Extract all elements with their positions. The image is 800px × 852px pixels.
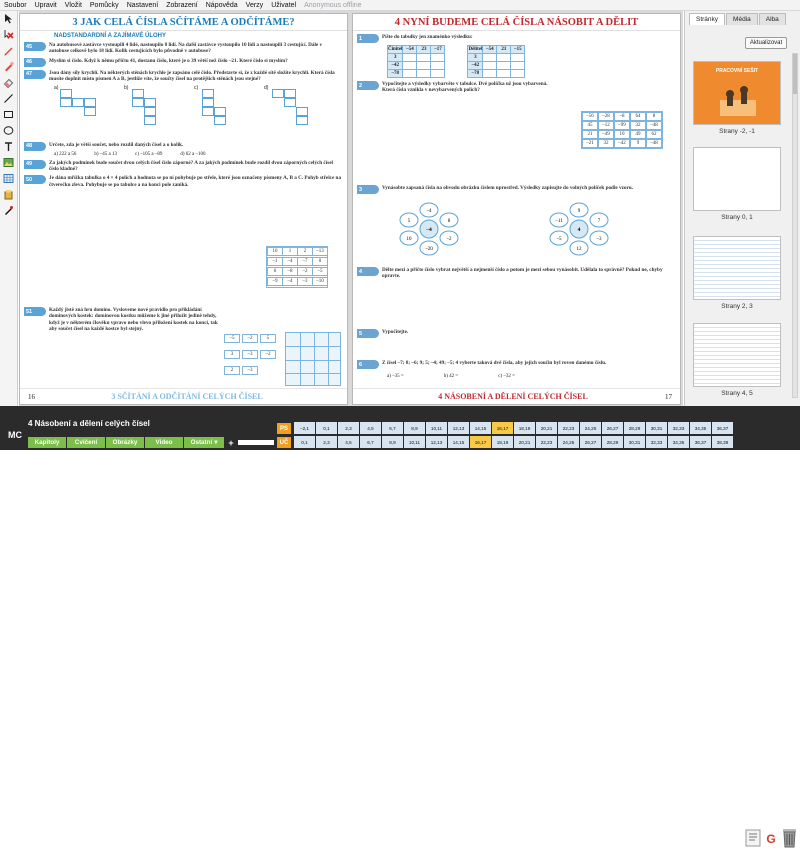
task-text: Z čísel –7; 8; –6; 9; 5; –4; 49; –5; 4 vyberte taková dvě čísla, aby jejich součin byl roven danému číslu. <box>382 360 607 366</box>
task-text: Píšte do tabulky jen znaménko výsledku: <box>382 34 473 40</box>
task-text: Za jakých podmínek bude součet dvou celých čísel číslo záporné? A za jakých podmínek bude rozdíl dvou záporných celých čísel číslo kladné? <box>49 159 333 173</box>
eraser-icon[interactable] <box>2 76 16 89</box>
op-item: a) 222 a 56 <box>54 151 77 157</box>
uc-page-button[interactable]: 16,17 <box>470 436 491 448</box>
grid-cell: 2 <box>297 247 313 256</box>
task-number: 2 <box>357 81 379 90</box>
uc-page-button[interactable]: 32,33 <box>646 436 667 448</box>
grid-cell: –1 <box>267 257 283 266</box>
uc-page-button[interactable]: 6,7 <box>360 436 381 448</box>
uc-page-button[interactable]: 2,3 <box>316 436 337 448</box>
table-cell[interactable] <box>431 62 445 70</box>
page-thumbnail[interactable] <box>693 323 781 387</box>
table-head: –54 <box>483 46 497 54</box>
flower-value: 8 <box>447 219 451 224</box>
grid-cell: 32 <box>630 121 646 130</box>
ps-page-button[interactable]: 2,3 <box>338 422 359 434</box>
grid-cell: –4 <box>282 277 298 286</box>
tab-media[interactable]: Média <box>726 13 758 25</box>
right-page-footer <box>353 388 680 404</box>
uc-page-button[interactable]: 18,19 <box>492 436 513 448</box>
ps-page-button[interactable]: 22,23 <box>558 422 579 434</box>
uc-page-button[interactable]: 38,39 <box>712 436 733 448</box>
sign-table-multiply <box>387 45 445 78</box>
task-1 <box>357 34 676 43</box>
current-chapter-title: 4 Násobení a dělení celých čísel <box>28 419 150 428</box>
uc-page-button[interactable]: 14,15 <box>448 436 469 448</box>
uc-page-button[interactable]: 4,5 <box>338 436 359 448</box>
flower-value: –3 <box>596 237 602 242</box>
thumbnail-label: Strany -2, -1 <box>719 128 755 135</box>
domino-cell: –3 <box>242 350 258 359</box>
menu-item-zobrazeni[interactable]: Zobrazení <box>166 1 198 9</box>
menu-item-napoveda[interactable]: Nápověda <box>205 1 238 9</box>
content-tabs <box>28 437 224 448</box>
sign-tables <box>387 45 680 78</box>
table-cell[interactable] <box>403 70 417 78</box>
grid-cell: –48 <box>646 139 662 148</box>
table-head: –78 <box>468 70 483 78</box>
flower-diagram-b <box>539 198 619 258</box>
domino-row <box>224 334 276 343</box>
table-icon[interactable] <box>2 172 16 185</box>
flower-diagram-a <box>389 198 469 258</box>
tab-kapitoly[interactable]: Kapitoly <box>28 437 66 448</box>
tab-ostatni[interactable] <box>184 437 224 448</box>
grid-cell: 62 <box>646 130 662 139</box>
table-cell[interactable] <box>511 70 525 78</box>
grid-cell: 64 <box>630 112 646 121</box>
flower-value: –5 <box>556 237 562 242</box>
tab-stranky[interactable]: Stránky <box>689 13 725 25</box>
highlighter-icon[interactable] <box>2 60 16 73</box>
tab-video[interactable]: Video <box>145 437 183 448</box>
corner-icons <box>744 816 798 852</box>
grid-cell: 45 <box>582 121 598 130</box>
calc-item: b) 42 = <box>443 374 459 379</box>
grid-cell: –9 <box>267 277 283 286</box>
table-cell[interactable] <box>417 70 431 78</box>
image-icon[interactable] <box>2 156 16 169</box>
table-head: 21 <box>497 46 511 54</box>
grid-cell: –28 <box>598 112 614 121</box>
domino-cell: –3 <box>242 366 258 375</box>
table-cell[interactable] <box>511 54 525 62</box>
grid-cell: 49 <box>630 130 646 139</box>
panel-tabs <box>689 13 800 25</box>
domino-cell: 2 <box>224 366 240 375</box>
flower-value: –20 <box>425 247 433 252</box>
grid-cell: 9 <box>630 139 646 148</box>
rectangle-icon[interactable] <box>2 108 16 121</box>
thumbnail-label: Strany 0, 1 <box>721 214 753 221</box>
grid-cell: 10 <box>614 130 630 139</box>
table-cell[interactable] <box>431 70 445 78</box>
menu-item-soubor[interactable]: Soubor <box>4 1 27 9</box>
ps-page-button[interactable]: 36,37 <box>712 422 733 434</box>
page-number: 17 <box>664 392 672 401</box>
cursor-icon[interactable] <box>2 12 16 25</box>
task-text: Každý jistě zná hru domino. Vysloveme nové pravidlo pro přikládání dominových kostek: dominovou kostku můžeme k jiné přiložit jedině tehdy, když je v některém člověku vpravo nebo vlevo přiložení kostek na konci, tak aby součet čísel na každé kostce byl stejný. <box>49 307 218 333</box>
uc-page-button[interactable]: 28,29 <box>602 436 623 448</box>
tab-alba[interactable]: Alba <box>759 13 786 25</box>
section-subheading: NADSTANDARDNÍ A ZAJÍMAVÉ ÚLOHY <box>54 33 166 39</box>
op-item: b) –45 a 13 <box>94 151 117 157</box>
net-label: c) <box>194 84 199 91</box>
task-number: 6 <box>357 360 379 369</box>
ops-row <box>54 152 347 157</box>
task-2 <box>357 81 557 94</box>
calc-item: c) –32 = <box>498 374 515 379</box>
table-cell[interactable] <box>431 54 445 62</box>
task-47 <box>24 70 343 83</box>
task-3 <box>357 185 677 194</box>
trash-icon[interactable] <box>783 829 796 847</box>
table-cell[interactable] <box>417 62 431 70</box>
chapter-footer-title: 4 NÁSOBENÍ A DĚLENÍ CELÝCH ČÍSEL <box>438 392 588 401</box>
tab-ostatni-label: Ostatní <box>190 439 213 446</box>
svg-text:G: G <box>766 832 776 846</box>
domino-row <box>224 366 258 375</box>
ps-page-button[interactable]: 4,5 <box>360 422 381 434</box>
page-number: 16 <box>28 392 35 401</box>
flower-value: 5 <box>407 219 411 224</box>
table-head: 23 <box>417 46 431 54</box>
task-number: 3 <box>357 185 379 194</box>
ps-page-button[interactable]: 30,31 <box>646 422 667 434</box>
domino-cell: –2 <box>260 350 276 359</box>
tab-obrazky[interactable]: Obrázky <box>106 437 144 448</box>
ps-page-button[interactable]: 16,17 <box>492 422 513 434</box>
calc-item: a) –35 = <box>387 374 404 379</box>
flower-value: –2 <box>446 237 452 242</box>
op-item: c) –105 a –89 <box>135 151 163 157</box>
grid-cell: 8 <box>646 112 662 121</box>
grid-cell: 10 <box>267 247 283 256</box>
task-text: Na autobusové zastávce vystoupili 4 lidé, nastoupilo 8 lidí. Na další zastávce vystoupilo 10 lidí a nastoupili 3 cestující. Dále v autobuse celkově bylo 18 lidí. Kolik cestujících bylo původně v autobuse? <box>49 42 323 55</box>
menu-item-upravit[interactable]: Upravit <box>34 1 57 9</box>
left-page <box>19 13 348 405</box>
page-thumbnail[interactable] <box>693 61 781 125</box>
ps-page-button[interactable]: 18,19 <box>514 422 535 434</box>
task-48 <box>24 142 343 151</box>
zoom-slider[interactable] <box>238 440 274 445</box>
refresh-button[interactable]: Aktualizovat <box>745 37 787 49</box>
table-cell[interactable] <box>483 70 497 78</box>
text-icon[interactable] <box>2 140 16 153</box>
grid-cell: –99 <box>614 121 630 130</box>
task-number: 46 <box>24 58 46 67</box>
menu-item-verzy[interactable]: Verzy <box>245 1 264 9</box>
table-head: –42 <box>468 62 483 70</box>
task-text: Je dána mřížka tabulka o 4 × 4 polích a hodnota se po ní pohybuje po střele, které jsou označeny písmeny A, B a C. Pohyb střelce na čtverečku zleva. Pohybuje se po tabulce a na konci pole zaniká. <box>49 175 342 188</box>
grid-cell: –12 <box>598 121 614 130</box>
uc-page-button[interactable]: 10,11 <box>404 436 425 448</box>
grid-cell: –2 <box>297 267 313 276</box>
mc-label: MC <box>8 430 22 440</box>
ps-page-button[interactable]: 14,15 <box>470 422 491 434</box>
ps-page-button[interactable]: 26,27 <box>602 422 623 434</box>
left-page-footer <box>20 388 347 404</box>
ps-page-button[interactable]: 10,11 <box>426 422 447 434</box>
uc-page-button[interactable]: 30,31 <box>624 436 645 448</box>
ps-page-button[interactable]: 34,35 <box>690 422 711 434</box>
table-head: –54 <box>403 46 417 54</box>
grid-cell: –48 <box>646 121 662 130</box>
domino-cell: –2 <box>242 334 258 343</box>
table-cell[interactable] <box>417 54 431 62</box>
page-thumbnail[interactable] <box>693 236 781 300</box>
task-number: 45 <box>24 42 46 51</box>
table-head: Činitel <box>388 47 403 52</box>
ps-page-button[interactable]: 32,33 <box>668 422 689 434</box>
menu-item-pomucky[interactable]: Pomůcky <box>89 1 119 9</box>
flower-center: 4 <box>577 227 581 233</box>
uc-page-button[interactable]: 34,35 <box>668 436 689 448</box>
task-49 <box>24 160 343 173</box>
flower-value: –4 <box>426 209 432 214</box>
uc-page-button[interactable]: 26,27 <box>580 436 601 448</box>
bottom-bar <box>0 406 800 846</box>
chapter-footer-title: 3 SČÍTÁNÍ A ODČÍTÁNÍ CELÝCH ČÍSEL <box>111 392 263 401</box>
uc-page-button[interactable]: 12,13 <box>426 436 447 448</box>
net-label: b) <box>124 84 129 91</box>
domino-row <box>224 350 276 359</box>
uc-page-button[interactable]: 8,9 <box>382 436 403 448</box>
uc-page-button[interactable]: 36,37 <box>690 436 711 448</box>
table-cell[interactable] <box>497 54 511 62</box>
table-cell[interactable] <box>483 54 497 62</box>
tool-bar <box>0 11 18 406</box>
task-text: Myslím si číslo. Když k němu přičtu 41, dostanu číslo, které je o 39 větší než číslo –21. Které číslo si myslím? <box>49 57 288 64</box>
left-page-title: 3 JAK CELÁ ČÍSLA SČÍTÁME A ODČÍTÁME? <box>20 14 347 31</box>
ellipse-icon[interactable] <box>2 124 16 137</box>
net-label: a) <box>54 84 59 91</box>
tab-cviceni[interactable]: Cvičení <box>67 437 105 448</box>
table-head: –15 <box>511 46 525 54</box>
uc-page-button[interactable]: 22,23 <box>536 436 557 448</box>
task-text: Vypočítejte a výsledky vybarvěte v tabulce. Dvě políčka už jsou vybarvená. Která čísla vznikla v nevybarvených polích? <box>382 81 548 94</box>
task-46 <box>24 58 343 67</box>
task-number: 51 <box>24 307 46 316</box>
task-51 <box>24 307 224 333</box>
uc-badge: UČ <box>277 437 291 448</box>
task-text: Vynásobte zapsaná čísla na obvodu obrázku číslem uprostřed. Výsledky zapisujte do volných políček podle vzoru. <box>382 185 633 191</box>
domino-cell: 5 <box>260 334 276 343</box>
domino-grid <box>285 332 341 386</box>
calc-row <box>387 374 515 379</box>
chevron-down-icon: ▾ <box>214 439 218 446</box>
grid-cell: –21 <box>582 139 598 148</box>
ps-page-button[interactable]: –2,1 <box>294 422 315 434</box>
grid-cell: –42 <box>614 139 630 148</box>
grid-cell: –5 <box>312 267 328 276</box>
hand-icon[interactable] <box>2 188 16 201</box>
uc-page-button[interactable]: 20,21 <box>514 436 535 448</box>
flower-center: –4 <box>426 227 432 233</box>
grid-cell: –8 <box>614 112 630 121</box>
google-icon[interactable] <box>764 830 778 846</box>
table-cell[interactable] <box>403 62 417 70</box>
panel-scrollbar[interactable] <box>792 53 798 398</box>
uc-page-strip <box>294 436 733 448</box>
ps-page-button[interactable]: 12,13 <box>448 422 469 434</box>
ps-page-button[interactable]: 8,9 <box>404 422 425 434</box>
domino-cell: 3 <box>224 350 240 359</box>
task-number: 50 <box>24 175 46 184</box>
domino-cell: –5 <box>224 334 240 343</box>
delete-icon[interactable] <box>2 28 16 41</box>
color-table <box>581 111 663 149</box>
table-head: Dělitel <box>468 47 483 52</box>
grid-cell: 6 <box>267 267 283 276</box>
grid-cell: 0 <box>312 257 328 266</box>
task-number: 48 <box>24 142 46 151</box>
thumbnail-label: Strany 2, 3 <box>721 303 753 310</box>
grid-cell: –4 <box>282 257 298 266</box>
ps-page-strip <box>294 422 733 434</box>
pen-icon[interactable] <box>2 44 16 57</box>
task-number: 4 <box>357 267 379 276</box>
task-number: 47 <box>24 70 46 79</box>
table-head: –42 <box>388 62 403 70</box>
table-head: –17 <box>431 46 445 54</box>
task-number: 49 <box>24 160 46 169</box>
pages-panel <box>684 11 800 406</box>
task-text: Vypočítejte. <box>382 329 409 335</box>
grid-cell: 32 <box>598 139 614 148</box>
right-page-title: 4 NYNÍ BUDEME CELÁ ČÍSLA NÁSOBIT A DĚLIT <box>353 14 680 31</box>
ps-page-button[interactable]: 24,25 <box>580 422 601 434</box>
ps-page-button[interactable]: 0,1 <box>316 422 337 434</box>
cube-nets <box>54 85 347 139</box>
task-6 <box>357 360 677 369</box>
grid-cell: –8 <box>282 267 298 276</box>
task-5 <box>357 329 677 338</box>
table-head: 3 <box>468 54 483 62</box>
menu-item-uzivatel[interactable]: Uživatel <box>271 1 297 9</box>
flower-value: 7 <box>597 219 601 224</box>
pointer-icon[interactable] <box>2 204 16 217</box>
zoom-in-icon[interactable]: + <box>228 437 234 448</box>
task-50 <box>24 175 343 188</box>
right-page <box>352 13 681 405</box>
ps-page-button[interactable]: 20,21 <box>536 422 557 434</box>
sign-table-divide <box>467 45 525 78</box>
uc-page-button[interactable]: 24,25 <box>558 436 579 448</box>
grid-cell: –7 <box>297 257 313 266</box>
magic-grid <box>266 246 328 288</box>
grid-cell: –56 <box>582 112 598 121</box>
scrollbar-thumb[interactable] <box>793 54 797 94</box>
grid-cell: –49 <box>598 130 614 139</box>
flower-value: 12 <box>576 247 582 252</box>
grid-cell: 21 <box>582 130 598 139</box>
menu-item-vlozit[interactable]: Vložit <box>64 1 82 9</box>
thumbnail-label: Strany 4, 5 <box>721 390 753 397</box>
flower-value: –11 <box>555 219 563 224</box>
grid-cell: –3 <box>297 277 313 286</box>
grid-cell: –13 <box>312 247 328 256</box>
thumbnail-cover-title: PRACOVNÍ SEŠIT <box>715 68 759 74</box>
flower-value: 10 <box>406 237 412 242</box>
line-icon[interactable] <box>2 92 16 105</box>
book-icon[interactable] <box>746 830 760 846</box>
grid-cell: 1 <box>282 247 298 256</box>
ps-page-button[interactable]: 6,7 <box>382 422 403 434</box>
table-cell[interactable] <box>497 70 511 78</box>
menu-bar <box>0 0 800 11</box>
net-label: d) <box>264 84 269 91</box>
book-viewport[interactable] <box>19 11 683 406</box>
op-item: d) 62 a –100 <box>180 151 206 157</box>
task-text: Dělte mezi a přičte číslo vybrat největší a nejmenší číslo a potom je mezi sebou vynásobit. Udělala to správně? Pokud ne, chyby opravte. <box>382 267 663 280</box>
table-head: –78 <box>388 70 403 78</box>
table-cell[interactable] <box>483 62 497 70</box>
user-status: Anonymous offline <box>304 1 362 9</box>
task-45 <box>24 42 343 55</box>
grid-cell: –10 <box>312 277 328 286</box>
task-number: 1 <box>357 34 379 43</box>
uc-page-button[interactable]: 0,1 <box>294 436 315 448</box>
ps-page-button[interactable]: 28,29 <box>624 422 645 434</box>
ps-badge: PS <box>277 423 291 434</box>
flower-value: 9 <box>577 209 581 214</box>
table-cell[interactable] <box>497 62 511 70</box>
task-4 <box>357 267 677 280</box>
task-number: 5 <box>357 329 379 338</box>
table-cell[interactable] <box>403 54 417 62</box>
page-thumbnail[interactable] <box>693 147 781 211</box>
task-text: Určete, zda je větší součet, nebo rozdíl daných čísel a o kolik. <box>49 141 184 148</box>
table-cell[interactable] <box>511 62 525 70</box>
task-text: Jsou dány síly krychlí. Na některých stěnách krychle je zapsáno celé číslo. Představte si, že z každé sítě složíte krychli. Která čísla musíte doplnit místo písmen A a B, jestliže víte, že součty čísel na protějších stěnách jsou stejné? <box>49 69 335 83</box>
menu-item-nastaveni[interactable]: Nastavení <box>126 1 159 9</box>
table-head: 3 <box>388 54 403 62</box>
